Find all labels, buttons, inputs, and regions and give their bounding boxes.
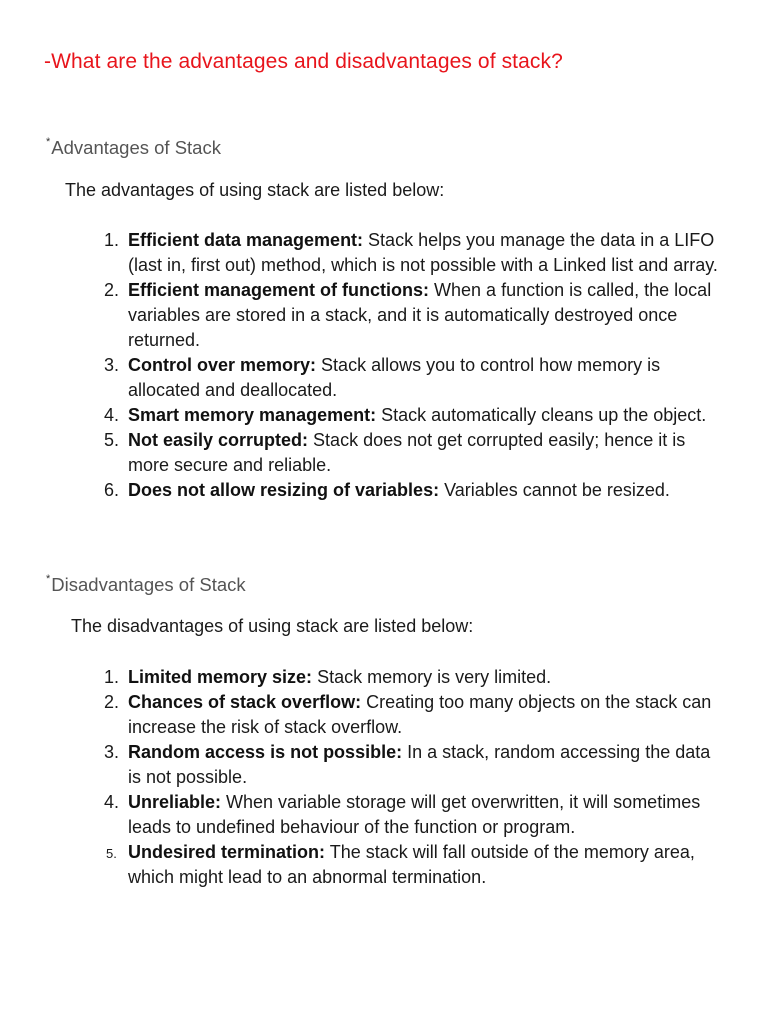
list-item [0,353,768,403]
list-item-number: 4. [104,405,120,425]
list-item-number: 3. [104,355,120,375]
list-item-text: Stack helps you manage the data in a LIFO (last in, first out) method, which is not possible with a Linked list and array. [128,230,718,275]
list-item-number: 6. [104,480,120,500]
advantages-heading-text: Advantages of Stack [51,137,221,158]
advantages-heading-marker: * [46,136,51,148]
list-item-text: Variables cannot be resized. [439,480,670,500]
list-item-term: Efficient data management: [128,230,364,250]
list-item-number: 1. [104,230,120,250]
list-item-term: Chances of stack overflow: [128,692,362,712]
list-item [0,428,768,478]
disadvantages-heading-marker: * [46,573,51,585]
list-item [0,740,768,790]
list-item-text: When a function is called, the local variables are stored in a stack, and it is automatically destroyed once returned. [128,280,712,350]
list-item-number: 5. [104,430,120,450]
list-item [0,840,768,890]
advantages-list [0,228,768,503]
list-item [0,790,768,840]
list-item [0,228,768,278]
advantages-intro: The advantages of using stack are listed below: [65,180,445,200]
list-item-term: Does not allow resizing of variables: [128,480,440,500]
list-item-term: Random access is not possible: [128,742,403,762]
disadvantages-heading-text: Disadvantages of Stack [51,574,246,595]
list-item-term: Undesired termination: [128,842,326,862]
list-item-text: Stack memory is very limited. [312,667,552,687]
list-item [0,403,768,428]
list-item-number: 3. [104,742,120,762]
list-item [0,478,768,503]
list-item [0,665,768,690]
list-item-number: 2. [104,692,120,712]
disadvantages-intro: The disadvantages of using stack are listed below: [71,616,474,636]
list-item-term: Control over memory: [128,355,317,375]
list-item-term: Limited memory size: [128,667,313,687]
list-item-text: In a stack, random accessing the data is not possible. [128,742,711,787]
list-item-number: 5. [106,846,117,861]
question-title: -What are the advantages and disadvantages of stack? [44,50,563,73]
list-item-term: Smart memory management: [128,405,377,425]
list-item-text: The stack will fall outside of the memory area, which might lead to an abnormal termination. [128,842,695,887]
list-item-term: Not easily corrupted: [128,430,309,450]
list-item-number: 2. [104,280,120,300]
advantages-heading [46,136,221,159]
list-item-text: When variable storage will get overwritten, it will sometimes leads to undefined behaviour of the function or program. [128,792,701,837]
list-item [0,690,768,740]
list-item-number: 1. [104,667,120,687]
list-item-text: Stack allows you to control how memory is allocated and deallocated. [128,355,661,400]
list-item-term: Efficient management of functions: [128,280,430,300]
disadvantages-list [0,665,768,890]
list-item-number: 4. [104,792,120,812]
list-item [0,278,768,353]
list-item-text: Creating too many objects on the stack can increase the risk of stack overflow. [128,692,712,737]
list-item-text: Stack does not get corrupted easily; hence it is more secure and reliable. [128,430,686,475]
disadvantages-heading [46,573,246,596]
list-item-term: Unreliable: [128,792,222,812]
list-item-text: Stack automatically cleans up the object. [376,405,707,425]
